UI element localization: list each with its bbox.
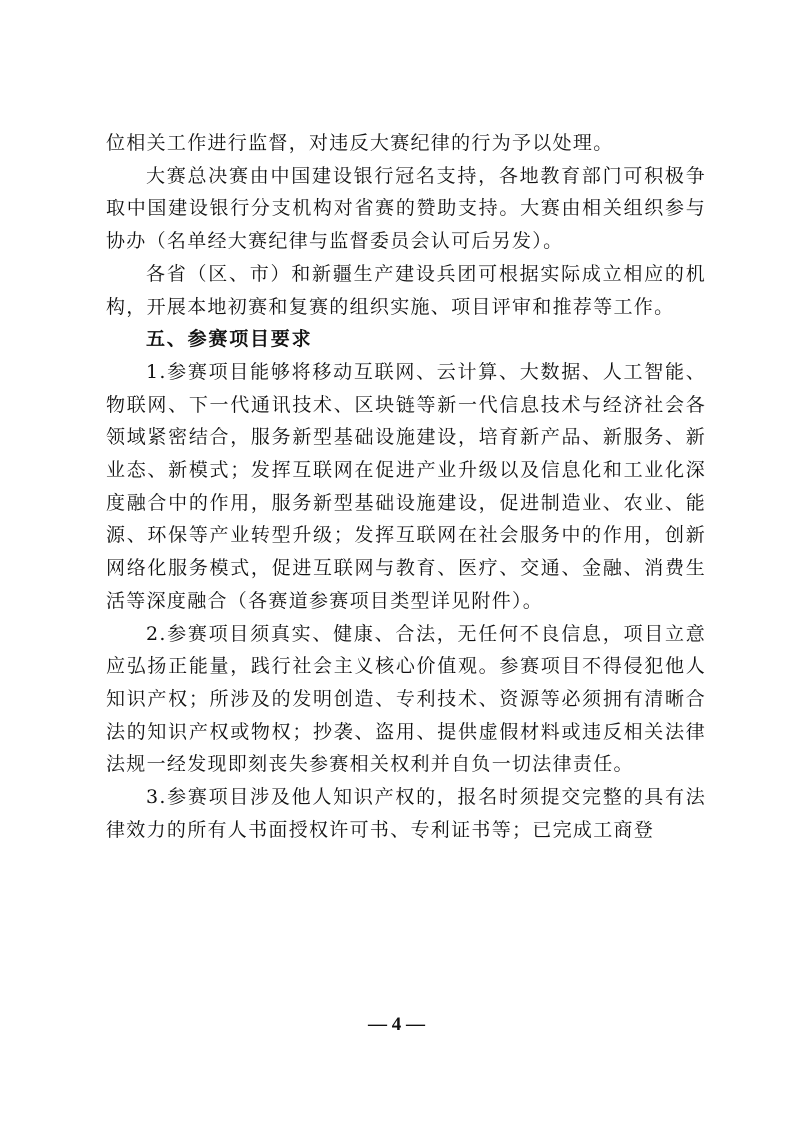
- paragraph-provincial-organization: 各省（区、市）和新疆生产建设兵团可根据实际成立相应的机构，开展本地初赛和复赛的组织实施、项目评审和推荐等工作。: [106, 262, 706, 318]
- paragraph-sponsorship: 大赛总决赛由中国建设银行冠名支持，各地教育部门可积极争取中国建设银行分支机构对省赛的赞助支持。大赛由相关组织参与协办（名单经大赛纪律与监督委员会认可后另发）。: [106, 164, 706, 253]
- section-heading: 五、参赛项目要求: [146, 328, 313, 351]
- page-number: — 4 —: [368, 1014, 425, 1035]
- paragraph-requirement-1: 1.参赛项目能够将移动互联网、云计算、大数据、人工智能、物联网、下一代通讯技术、区块链等新一代信息技术与经济社会各领域紧密结合，服务新型基础设施建设，培育新产品、新服务、新业态、新模式；发挥互联网在促进产业升级以及信息化和工业化深度融合中的作用，服务新型基础设施建设，促进制造业、农业、能源、环保等产业转型升级；发挥互联网在社会服务中的作用，创新网络化服务模式，促进互联网与教育、医疗、交通、金融、消费生活等深度融合（各赛道参赛项目类型详见附件）。: [106, 360, 706, 612]
- paragraph-requirement-2: 2.参赛项目须真实、健康、合法，无任何不良信息，项目立意应弘扬正能量，践行社会主义核心价值观。参赛项目不得侵犯他人知识产权；所涉及的发明创造、专利技术、资源等必须拥有清晰合法的知识产权或物权；抄袭、盗用、提供虚假材料或违反相关法律法规一经发现即刻丧失参赛相关权利并自负一切法律责任。: [106, 622, 706, 776]
- document-body: [106, 127, 706, 846]
- paragraph-continuation: 位相关工作进行监督，对违反大赛纪律的行为予以处理。: [106, 132, 614, 154]
- paragraph-requirement-3: 3.参赛项目涉及他人知识产权的，报名时须提交完整的具有法律效力的所有人书面授权许可书、专利证书等；已完成工商登: [106, 786, 706, 841]
